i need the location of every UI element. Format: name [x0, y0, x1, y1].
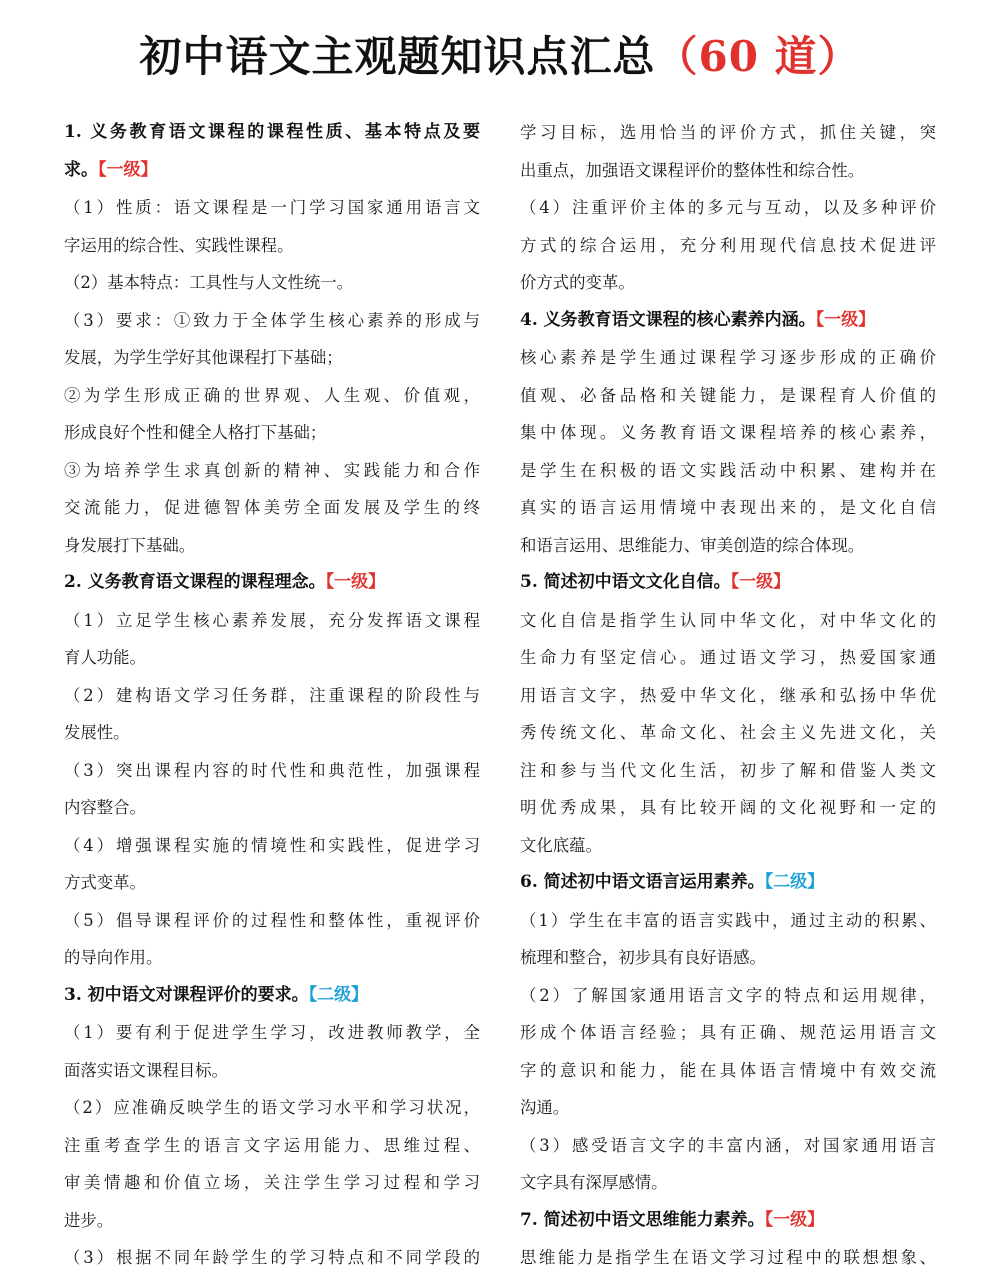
- line-text: 明优秀成果，具有比较开阔的文化视野和一定的: [520, 798, 936, 817]
- left-column: [64, 114, 480, 1277]
- question-heading: [520, 1202, 936, 1240]
- text-line: [64, 752, 480, 790]
- line-text: 注重考查学生的语言文字运用能力、思维过程、: [64, 1135, 480, 1155]
- level-tag: 【二级】: [308, 984, 369, 1005]
- line-text: 核心素养是学生通过课程学习逐步形成的正确价: [520, 348, 936, 367]
- line-text: 3. 初中语文对课程评价的要求。: [64, 984, 309, 1005]
- line-text: （1）要有利于促进学生学习，改进教师教学，全: [64, 1023, 480, 1042]
- text-line: [520, 939, 936, 977]
- text-line: [64, 1089, 480, 1127]
- question-heading: [64, 564, 480, 602]
- text-line: [520, 1164, 936, 1202]
- text-line: [520, 902, 936, 940]
- line-text: 审美情趣和价值立场，关注学生学习过程和学习: [64, 1173, 480, 1192]
- text-line: [64, 864, 480, 902]
- text-line: [520, 752, 936, 790]
- text-line: [520, 1014, 936, 1052]
- line-text: 用语言文字，热爱中华文化，继承和弘扬中华优: [520, 685, 936, 705]
- text-line: [520, 152, 936, 190]
- line-text: （4）增强课程实施的情境性和实践性，促进学习: [64, 835, 480, 855]
- line-text: （5）倡导课程评价的过程性和整体性，重视评价: [64, 910, 480, 930]
- text-line: [520, 264, 936, 302]
- line-text: 值观、必备品格和关键能力，是课程育人价值的: [520, 385, 936, 405]
- line-text: 注和参与当代文化生活，初步了解和借鉴人类文: [520, 760, 936, 780]
- text-line: [520, 114, 936, 152]
- text-line: [64, 1052, 480, 1090]
- line-text: （3）感受语言文字的丰富内涵，对国家通用语言: [520, 1135, 936, 1155]
- level-tag: 【二级】: [764, 872, 825, 892]
- text-line: [64, 1014, 480, 1052]
- line-text: 发展性。: [64, 723, 130, 742]
- text-line: [64, 264, 480, 302]
- text-line: [520, 827, 936, 865]
- line-text: 思维能力是指学生在语文学习过程中的联想想象、: [520, 1248, 936, 1267]
- text-line: [64, 789, 480, 827]
- line-text: 2. 义务教育语文课程的课程理念。: [64, 572, 326, 592]
- text-line: [64, 827, 480, 865]
- question-heading: [520, 564, 936, 602]
- line-text: （1）学生在丰富的语言实践中，通过主动的积累、: [520, 910, 936, 930]
- text-line: [520, 1089, 936, 1127]
- question-heading: [520, 302, 936, 340]
- line-text: 价方式的变革。: [520, 273, 635, 292]
- line-text: 梳理和整合，初步具有良好语感。: [520, 948, 766, 967]
- line-text: 方式的综合运用，充分利用现代信息技术促进评: [520, 235, 936, 255]
- page-title: [0, 22, 1000, 92]
- text-line: [520, 1127, 936, 1165]
- text-line: [520, 339, 936, 377]
- line-text: 形成个体语言经验；具有正确、规范运用语言文: [520, 1023, 936, 1042]
- line-text: 文化底蕴。: [520, 835, 602, 855]
- text-line: [64, 527, 480, 565]
- line-text: （3）根据不同年龄学生的学习特点和不同学段的: [64, 1248, 480, 1267]
- line-text: （1）立足学生核心素养发展，充分发挥语文课程: [64, 610, 480, 630]
- line-text: 字运用的综合性、实践性课程。: [64, 235, 294, 255]
- line-text: 7. 简述初中语文思维能力素养。: [520, 1209, 765, 1230]
- text-line: [64, 1127, 480, 1165]
- text-line: [520, 977, 936, 1015]
- text-line: [520, 414, 936, 452]
- text-line: [520, 527, 936, 565]
- question-heading: [64, 114, 480, 152]
- line-text: 是学生在积极的语文实践活动中积累、建构并在: [520, 460, 936, 480]
- right-column: [520, 114, 936, 1277]
- line-text: 集中体现。义务教育语文课程培养的核心素养，: [520, 423, 936, 442]
- text-line: [64, 714, 480, 752]
- text-line: [520, 789, 936, 827]
- line-text: （2）了解国家通用语言文字的特点和运用规律，: [520, 985, 936, 1005]
- question-heading: [520, 864, 936, 902]
- line-text: 5. 简述初中语文文化自信。: [520, 572, 731, 592]
- line-text: （1）性质：语文课程是一门学习国家通用语言文: [64, 198, 480, 217]
- text-line: [520, 189, 936, 227]
- line-text: 真实的语言运用情境中表现出来的，是文化自信: [520, 498, 936, 517]
- text-line: [64, 189, 480, 227]
- title-main: 初中语文主观题知识点汇总: [139, 32, 656, 81]
- text-line: [520, 1239, 936, 1277]
- line-text: 文字具有深厚感情。: [520, 1173, 668, 1192]
- line-text: （4）注重评价主体的多元与互动，以及多种评价: [520, 198, 936, 217]
- level-tag: 【一级】: [815, 309, 876, 330]
- line-text: 1. 义务教育语文课程的课程性质、基本特点及要: [64, 122, 480, 142]
- text-line: [520, 639, 936, 677]
- line-text: 的导向作用。: [64, 948, 163, 967]
- text-line: [64, 452, 480, 490]
- level-tag: 【一级】: [325, 572, 386, 592]
- text-line: [64, 1164, 480, 1202]
- line-text: ③为培养学生求真创新的精神、实践能力和合作: [64, 460, 480, 480]
- line-text: 学习目标，选用恰当的评价方式，抓住关键，突: [520, 123, 936, 142]
- text-line: [520, 714, 936, 752]
- line-text: 面落实语文课程目标。: [64, 1060, 228, 1080]
- text-line: [64, 302, 480, 340]
- level-tag: 【一级】: [764, 1209, 825, 1230]
- text-line: [64, 902, 480, 940]
- text-line: [520, 677, 936, 715]
- text-line: [64, 939, 480, 977]
- line-text: 出重点，加强语文课程评价的整体性和综合性。: [520, 160, 865, 180]
- text-line: [520, 377, 936, 415]
- line-text: 求。: [64, 159, 98, 180]
- line-text: 沟通。: [520, 1098, 570, 1117]
- line-text: （3）要求：①致力于全体学生核心素养的形成与: [64, 310, 480, 330]
- text-line: [64, 489, 480, 527]
- line-text: 字的意识和能力，能在具体语言情境中有效交流: [520, 1060, 936, 1080]
- line-text: 文化自信是指学生认同中华文化，对中华文化的: [520, 610, 936, 630]
- text-line: [64, 339, 480, 377]
- text-line: [64, 602, 480, 640]
- line-text: 4. 义务教育语文课程的核心素养内涵。: [520, 309, 816, 330]
- text-line: [64, 1202, 480, 1240]
- line-text: 秀传统文化、革命文化、社会主义先进文化，关: [520, 723, 936, 742]
- line-text: （2）建构语文学习任务群，注重课程的阶段性与: [64, 685, 480, 705]
- question-heading: [64, 152, 480, 190]
- line-text: （2）应准确反映学生的语文学习水平和学习状况，: [64, 1098, 480, 1117]
- text-line: [64, 677, 480, 715]
- line-text: 交流能力，促进德智体美劳全面发展及学生的终: [64, 498, 480, 517]
- question-heading: [64, 977, 480, 1015]
- line-text: 内容整合。: [64, 798, 146, 817]
- line-text: 和语言运用、思维能力、审美创造的综合体现。: [520, 535, 865, 555]
- text-line: [520, 602, 936, 640]
- line-text: 6. 简述初中语文语言运用素养。: [520, 872, 765, 892]
- level-tag: 【一级】: [730, 572, 791, 592]
- text-line: [520, 452, 936, 490]
- line-text: 方式变革。: [64, 873, 146, 892]
- text-line: [64, 414, 480, 452]
- line-text: 育人功能。: [64, 648, 146, 667]
- title-count: （60 道）: [655, 32, 861, 81]
- text-line: [64, 1239, 480, 1277]
- text-line: [64, 227, 480, 265]
- text-line: [520, 489, 936, 527]
- line-text: 发展，为学生学好其他课程打下基础；: [64, 348, 343, 367]
- text-line: [520, 1052, 936, 1090]
- level-tag: 【一级】: [98, 159, 158, 180]
- text-line: [520, 227, 936, 265]
- text-line: [64, 639, 480, 677]
- line-text: 生命力有坚定信心。通过语文学习，热爱国家通: [520, 648, 936, 667]
- text-line: [64, 377, 480, 415]
- line-text: ②为学生形成正确的世界观、人生观、价值观，: [64, 385, 480, 405]
- line-text: （2）基本特点：工具性与人文性统一。: [64, 273, 354, 292]
- line-text: 身发展打下基础。: [64, 535, 196, 555]
- line-text: 形成良好个性和健全人格打下基础；: [64, 423, 327, 442]
- line-text: （3）突出课程内容的时代性和典范性，加强课程: [64, 760, 480, 780]
- line-text: 进步。: [64, 1210, 114, 1230]
